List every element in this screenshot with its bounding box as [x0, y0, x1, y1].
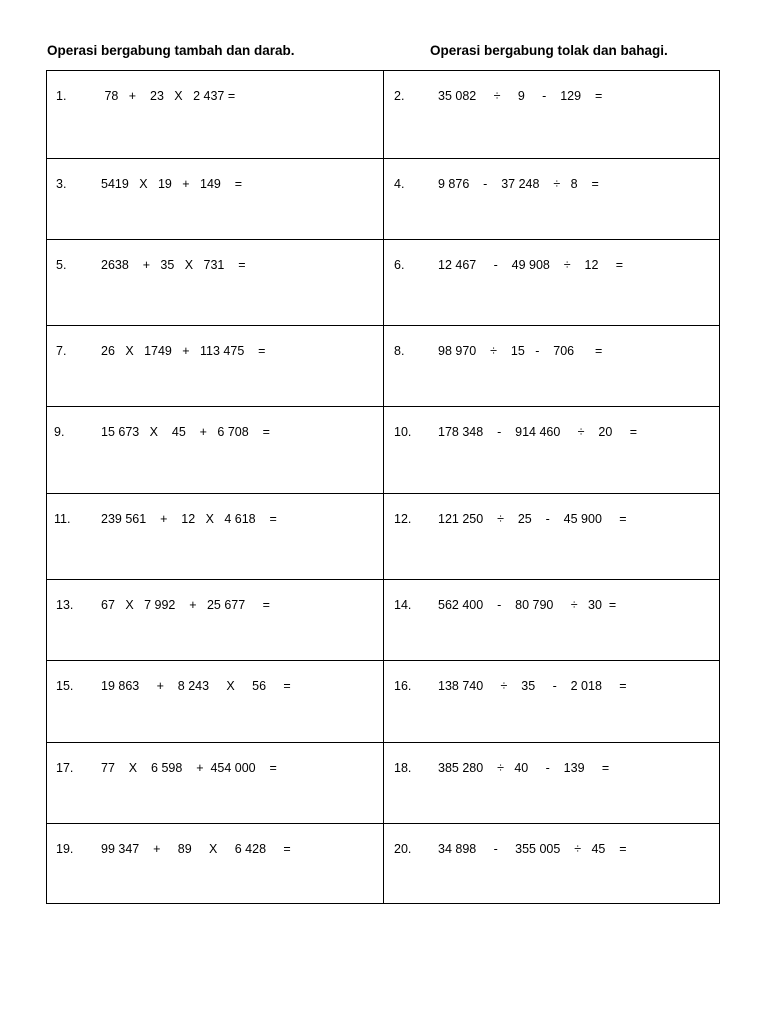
heading-right: Operasi bergabung tolak dan bahagi. — [430, 43, 668, 58]
question-expression: 78 + 23 X 2 437 = — [101, 89, 236, 103]
question-number: 19. — [56, 842, 74, 856]
table-row — [47, 660, 719, 742]
question-expression: 77 X 6 598 + 454 000 = — [101, 761, 277, 775]
table-row — [47, 493, 719, 579]
question-cell — [384, 407, 720, 493]
question-cell — [384, 743, 720, 823]
question-expression: 2638 + 35 X 731 = — [101, 258, 246, 272]
question-expression: 15 673 X 45 + 6 708 = — [101, 425, 270, 439]
question-expression: 239 561 + 12 X 4 618 = — [101, 512, 277, 526]
question-expression: 26 X 1749 + 113 475 = — [101, 344, 266, 358]
table-row — [47, 742, 719, 823]
question-number: 14. — [394, 598, 412, 612]
question-number: 3. — [56, 177, 67, 191]
table-row — [47, 579, 719, 660]
question-cell — [384, 326, 720, 406]
table-row — [47, 239, 719, 325]
question-number: 20. — [394, 842, 412, 856]
worksheet-table — [46, 70, 720, 904]
question-number: 13. — [56, 598, 74, 612]
question-expression: 562 400 - 80 790 ÷ 30 = — [438, 598, 617, 612]
question-expression: 34 898 - 355 005 ÷ 45 = — [438, 842, 627, 856]
question-cell — [384, 580, 720, 660]
question-cell — [47, 407, 384, 493]
question-expression: 99 347 + 89 X 6 428 = — [101, 842, 291, 856]
question-number: 17. — [56, 761, 74, 775]
question-number: 18. — [394, 761, 412, 775]
question-expression: 121 250 ÷ 25 - 45 900 = — [438, 512, 627, 526]
question-cell — [384, 71, 720, 158]
question-number: 10. — [394, 425, 412, 439]
question-cell — [47, 824, 384, 903]
question-expression: 385 280 ÷ 40 - 139 = — [438, 761, 610, 775]
heading-left: Operasi bergabung tambah dan darab. — [47, 43, 295, 58]
question-cell — [384, 661, 720, 742]
table-row — [47, 406, 719, 493]
question-number: 2. — [394, 89, 405, 103]
question-number: 12. — [394, 512, 412, 526]
question-expression: 138 740 ÷ 35 - 2 018 = — [438, 679, 627, 693]
question-cell — [47, 743, 384, 823]
question-cell — [384, 494, 720, 579]
question-expression: 35 082 ÷ 9 - 129 = — [438, 89, 603, 103]
question-expression: 67 X 7 992 + 25 677 = — [101, 598, 270, 612]
question-number: 8. — [394, 344, 405, 358]
question-number: 7. — [56, 344, 67, 358]
question-number: 15. — [56, 679, 74, 693]
question-expression: 12 467 - 49 908 ÷ 12 = — [438, 258, 624, 272]
table-row — [47, 158, 719, 239]
question-cell — [384, 824, 720, 903]
question-cell — [47, 661, 384, 742]
question-number: 1. — [56, 89, 67, 103]
question-cell — [384, 240, 720, 325]
question-cell — [384, 159, 720, 239]
table-row — [47, 71, 719, 158]
question-cell — [47, 71, 384, 158]
question-number: 9. — [54, 425, 65, 439]
question-number: 16. — [394, 679, 412, 693]
question-expression: 98 970 ÷ 15 - 706 = — [438, 344, 603, 358]
question-cell — [47, 326, 384, 406]
question-number: 11. — [54, 512, 71, 526]
table-row — [47, 325, 719, 406]
question-number: 4. — [394, 177, 405, 191]
question-cell — [47, 240, 384, 325]
question-expression: 5419 X 19 + 149 = — [101, 177, 243, 191]
question-expression: 178 348 - 914 460 ÷ 20 = — [438, 425, 637, 439]
question-cell — [47, 159, 384, 239]
question-expression: 9 876 - 37 248 ÷ 8 = — [438, 177, 599, 191]
question-number: 6. — [394, 258, 405, 272]
question-cell — [47, 494, 384, 579]
question-number: 5. — [56, 258, 67, 272]
table-row — [47, 823, 719, 903]
question-expression: 19 863 + 8 243 X 56 = — [101, 679, 291, 693]
question-cell — [47, 580, 384, 660]
